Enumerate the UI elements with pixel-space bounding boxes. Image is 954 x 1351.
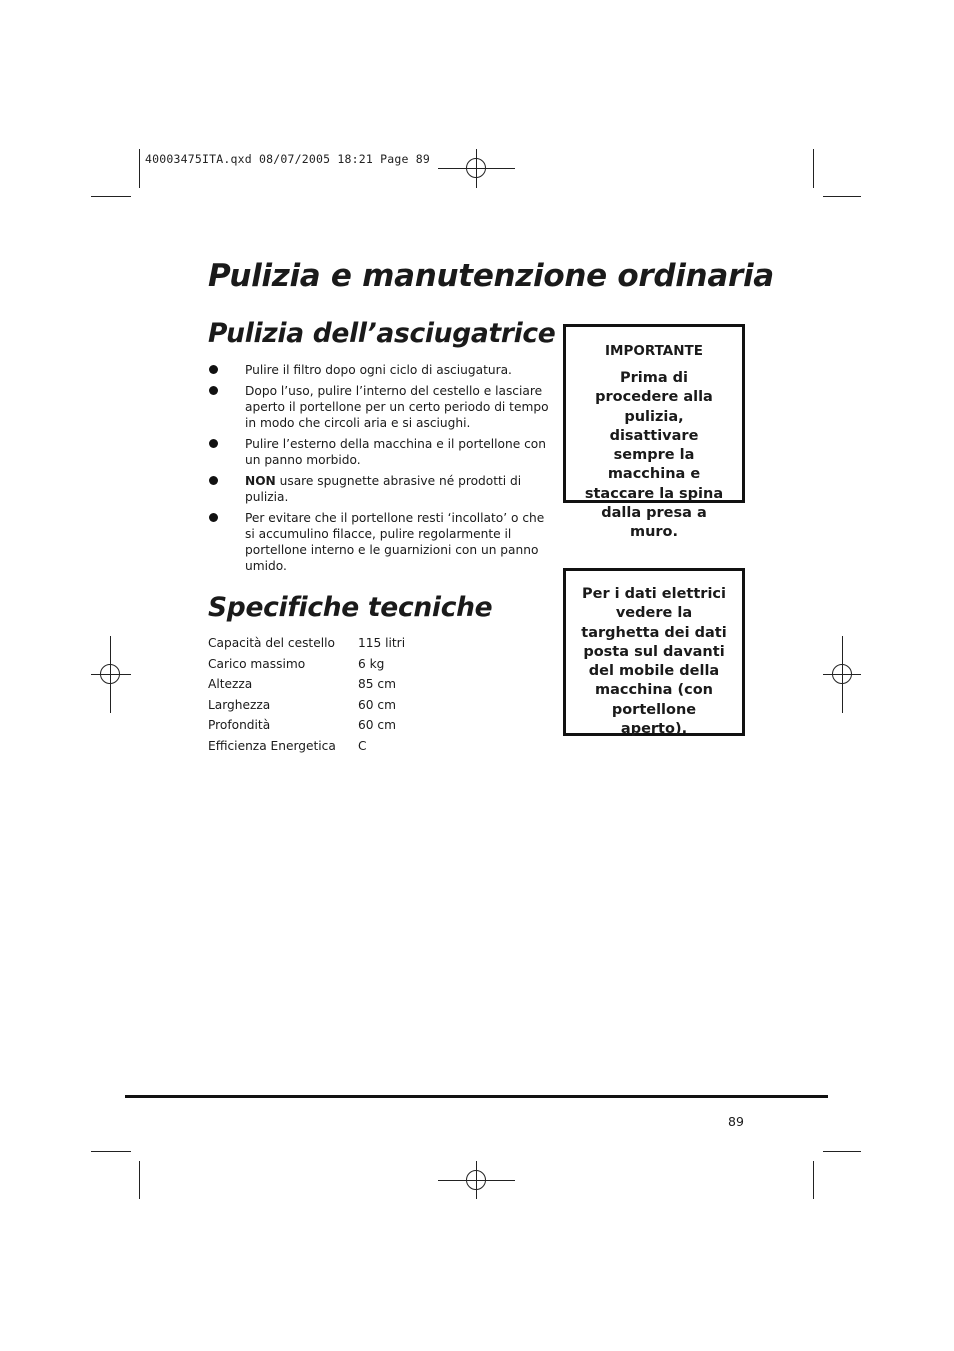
crop-mark bbox=[139, 1161, 140, 1199]
important-notice-box bbox=[563, 324, 745, 541]
footer-rule bbox=[125, 1095, 828, 1098]
crop-mark bbox=[139, 149, 140, 188]
spec-label: Carico massimo bbox=[208, 656, 306, 671]
bullet-text: Pulire l’esterno della macchina e il portellone con un panno morbido. bbox=[245, 437, 546, 467]
cleaning-section-title: Pulizia dell’asciugatrice bbox=[208, 318, 556, 349]
cleaning-bullet-list bbox=[208, 362, 553, 579]
bullet-bold: NON bbox=[245, 474, 276, 488]
bullet-icon bbox=[209, 386, 218, 395]
list-item bbox=[208, 383, 553, 431]
list-item bbox=[208, 473, 553, 505]
spec-label: Altezza bbox=[208, 677, 253, 692]
spec-value: 115 litri bbox=[358, 636, 406, 650]
spec-value: 60 cm bbox=[358, 718, 396, 733]
bullet-text: Pulire il filtro dopo ogni ciclo di asciugatura. bbox=[245, 363, 512, 377]
page-title: Pulizia e manutenzione ordinaria bbox=[208, 258, 774, 294]
table-row bbox=[208, 718, 405, 739]
spec-label: Profondità bbox=[208, 718, 271, 733]
bullet-text: Per evitare che il portellone resti ‘incollato’ o che si accumulino filacce, pulire regolarmente il portellone interno e le guarnizioni con un panno umido. bbox=[245, 511, 545, 573]
crop-mark bbox=[813, 149, 814, 188]
crop-mark bbox=[91, 196, 131, 197]
registration-mark bbox=[100, 664, 120, 684]
spec-label: Larghezza bbox=[208, 697, 271, 712]
spec-label: Efficienza Energetica bbox=[208, 738, 336, 753]
specs-table bbox=[208, 636, 405, 760]
registration-mark bbox=[466, 158, 486, 178]
table-row bbox=[208, 636, 405, 657]
crop-mark bbox=[823, 1151, 861, 1152]
bullet-icon bbox=[209, 476, 218, 485]
spec-label: Capacità del cestello bbox=[208, 636, 335, 650]
specs-section-title: Specifiche tecniche bbox=[208, 592, 493, 623]
list-item bbox=[208, 436, 553, 468]
important-heading: IMPORTANTE bbox=[605, 343, 703, 359]
important-body: Prima di procedere alla pulizia, disattivare sempre la macchina e staccare la spina dalla presa a muro. bbox=[584, 370, 724, 541]
bullet-text: usare spugnette abrasive né prodotti di pulizia. bbox=[245, 474, 522, 504]
list-item bbox=[208, 362, 553, 378]
table-row bbox=[208, 739, 405, 760]
table-row bbox=[208, 698, 405, 719]
electrical-data-text: Per i dati elettrici vedere la targhetta dei dati posta sul davanti del mobile della macchina (con portellone aperto). bbox=[581, 586, 727, 738]
slug-line: 40003475ITA.qxd 08/07/2005 18:21 Page 89 bbox=[145, 152, 430, 166]
bullet-text: Dopo l’uso, pulire l’interno del cestello e lasciare aperto il portellone per un certo periodo di tempo in modo che circoli aria e si asciughi. bbox=[245, 384, 549, 430]
registration-mark bbox=[466, 1170, 486, 1190]
bullet-icon bbox=[209, 365, 218, 374]
spec-value: C bbox=[358, 738, 367, 753]
table-row bbox=[208, 657, 405, 678]
crop-mark bbox=[813, 1161, 814, 1199]
registration-mark bbox=[832, 664, 852, 684]
spec-value: 6 kg bbox=[358, 656, 385, 671]
crop-mark bbox=[823, 196, 861, 197]
crop-mark bbox=[91, 1151, 131, 1152]
table-row bbox=[208, 677, 405, 698]
bullet-icon bbox=[209, 513, 218, 522]
page-number: 89 bbox=[728, 1114, 744, 1129]
bullet-icon bbox=[209, 439, 218, 448]
electrical-data-box bbox=[563, 568, 745, 736]
spec-value: 60 cm bbox=[358, 697, 396, 712]
spec-value: 85 cm bbox=[358, 677, 396, 692]
list-item bbox=[208, 510, 553, 574]
